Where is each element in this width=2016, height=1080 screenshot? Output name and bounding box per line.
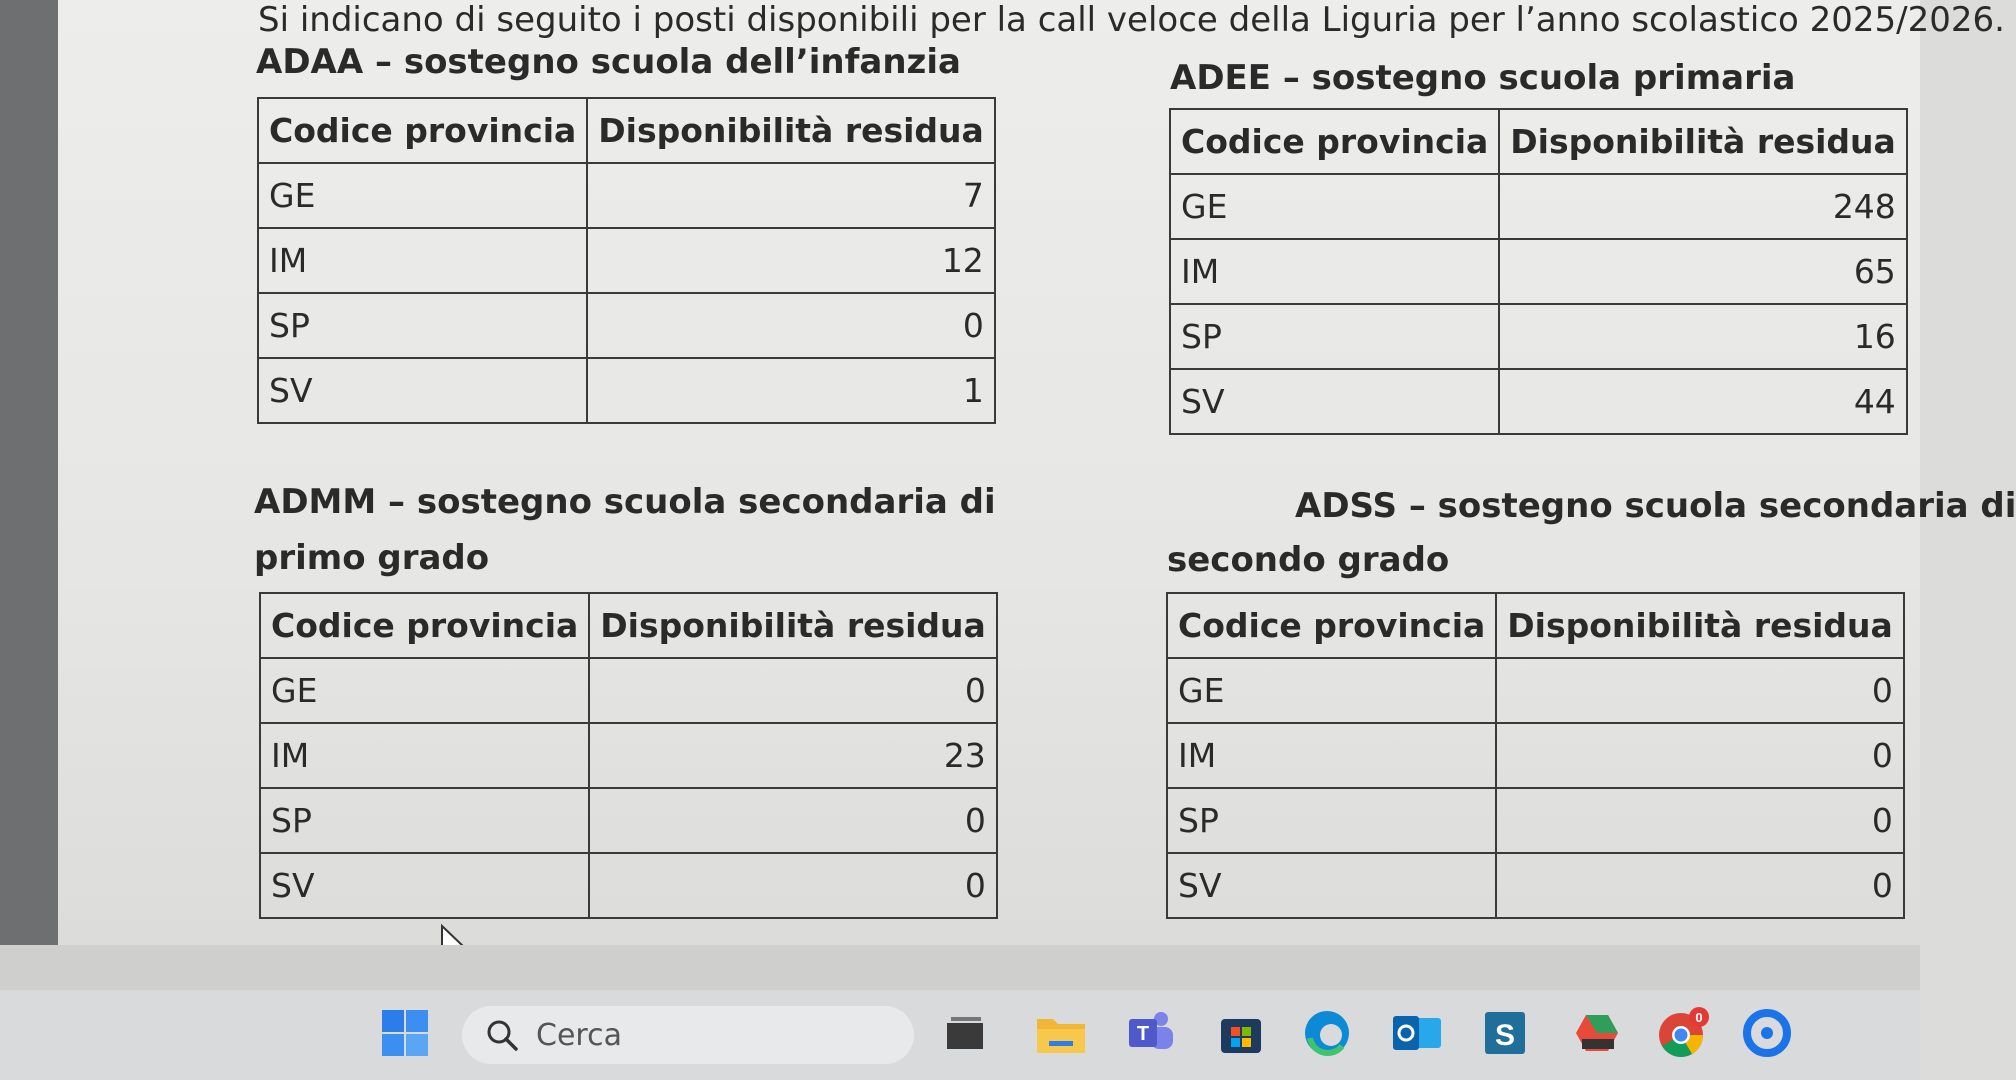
cell-value: 0	[1496, 723, 1904, 788]
table-header-row	[258, 98, 995, 163]
search-label: Cerca	[536, 1017, 622, 1053]
table-header-row	[260, 593, 997, 658]
cell-code: IM	[258, 228, 587, 293]
svg-text:S: S	[1494, 1019, 1516, 1052]
cell-code: SP	[1170, 304, 1499, 369]
cell-code: SP	[260, 788, 589, 853]
cell-code: SV	[1167, 853, 1496, 918]
svg-text:T: T	[1136, 1023, 1150, 1045]
table-row	[258, 293, 995, 358]
sway-icon[interactable]	[1478, 1006, 1532, 1060]
cell-code: SV	[1170, 369, 1499, 434]
table-header-row	[1170, 109, 1907, 174]
document-bottom-margin	[0, 945, 1920, 990]
cell-code: SV	[258, 358, 587, 423]
screen-left-edge	[0, 0, 58, 945]
cell-value: 16	[1499, 304, 1907, 369]
table-row	[258, 358, 995, 423]
table-header-row	[1167, 593, 1904, 658]
intro-paragraph: Si indicano di seguito i posti disponibili per la call veloce della Liguria per l’anno scolastico 2025/2026.	[258, 0, 2005, 40]
table-row	[1170, 239, 1907, 304]
cell-code: IM	[260, 723, 589, 788]
table-row	[258, 228, 995, 293]
section-subtitle-admm: primo grado	[254, 538, 490, 578]
table-row	[260, 723, 997, 788]
section-title-adaa: ADAA – sostegno scuola dell’infanzia	[256, 42, 961, 82]
cell-value: 248	[1499, 174, 1907, 239]
windows-start-icon[interactable]	[378, 1006, 432, 1060]
search-icon	[484, 1017, 520, 1053]
edge-icon[interactable]	[1300, 1006, 1354, 1060]
app-ring-icon[interactable]	[1740, 1006, 1794, 1060]
cell-value: 0	[1496, 788, 1904, 853]
header-availability: Disponibilità residua	[1496, 593, 1904, 658]
section-title-admm: ADMM – sostegno scuola secondaria di	[254, 482, 996, 522]
header-availability: Disponibilità residua	[587, 98, 995, 163]
cell-code: GE	[1170, 174, 1499, 239]
cell-code: IM	[1167, 723, 1496, 788]
table-row	[1170, 174, 1907, 239]
cell-value: 0	[1496, 658, 1904, 723]
task-view-icon[interactable]	[938, 1006, 992, 1060]
header-code: Codice provincia	[260, 593, 589, 658]
cell-value: 7	[587, 163, 995, 228]
header-code: Codice provincia	[1170, 109, 1499, 174]
table-admm	[259, 592, 998, 919]
table-adaa	[257, 97, 996, 424]
table-row	[1170, 304, 1907, 369]
taskbar-search-box[interactable]	[462, 1006, 914, 1064]
notification-badge-count: 0	[1695, 1010, 1703, 1025]
cell-value: 1	[587, 358, 995, 423]
table-row	[260, 853, 997, 918]
cell-code: SP	[258, 293, 587, 358]
cell-value: 44	[1499, 369, 1907, 434]
table-row	[260, 658, 997, 723]
cell-code: GE	[258, 163, 587, 228]
teams-icon[interactable]	[1124, 1006, 1178, 1060]
file-explorer-icon[interactable]	[1034, 1006, 1088, 1060]
outlook-icon[interactable]	[1390, 1006, 1444, 1060]
cell-code: SP	[1167, 788, 1496, 853]
header-availability: Disponibilità residua	[589, 593, 997, 658]
cell-code: SV	[260, 853, 589, 918]
table-adee	[1169, 108, 1908, 435]
section-title-adss: ADSS – sostegno scuola secondaria di	[1295, 486, 2016, 526]
cell-code: IM	[1170, 239, 1499, 304]
header-code: Codice provincia	[258, 98, 587, 163]
header-availability: Disponibilità residua	[1499, 109, 1907, 174]
cell-value: 0	[587, 293, 995, 358]
table-row	[1167, 853, 1904, 918]
header-code: Codice provincia	[1167, 593, 1496, 658]
taskbar	[0, 990, 1920, 1080]
cell-code: GE	[260, 658, 589, 723]
cell-value: 0	[589, 853, 997, 918]
table-row	[1167, 788, 1904, 853]
cell-value: 65	[1499, 239, 1907, 304]
table-row	[1167, 723, 1904, 788]
cell-value: 23	[589, 723, 997, 788]
cell-value: 12	[587, 228, 995, 293]
table-row	[1170, 369, 1907, 434]
table-row	[258, 163, 995, 228]
table-row	[260, 788, 997, 853]
section-title-adee: ADEE – sostegno scuola primaria	[1170, 58, 1796, 98]
app-icon[interactable]	[1570, 1006, 1624, 1060]
microsoft-store-icon[interactable]	[1214, 1006, 1268, 1060]
cell-value: 0	[1496, 853, 1904, 918]
table-row	[1167, 658, 1904, 723]
cell-value: 0	[589, 788, 997, 853]
table-adss	[1166, 592, 1905, 919]
section-subtitle-adss: secondo grado	[1167, 540, 1450, 580]
cell-code: GE	[1167, 658, 1496, 723]
cell-value: 0	[589, 658, 997, 723]
chrome-icon[interactable]	[1656, 1006, 1710, 1060]
